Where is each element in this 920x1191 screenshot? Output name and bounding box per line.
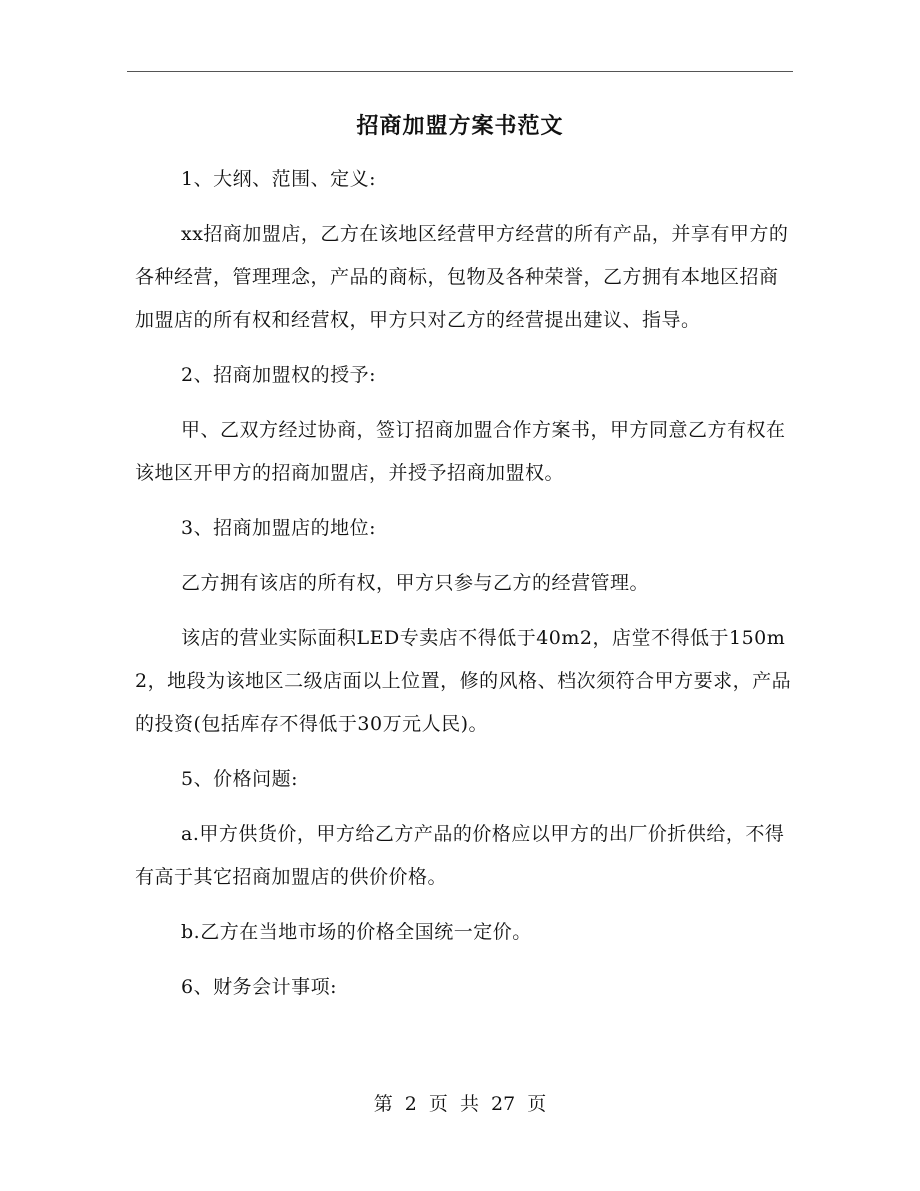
section-heading-3: 3、招商加盟店的地位: — [181, 517, 376, 539]
paragraph-price-b: b.乙方在当地市场的价格全国统一定价。 — [181, 921, 532, 943]
paragraph-definition: xx招商加盟店，乙方在该地区经营甲方经营的所有产品，并享有甲方的各种经营，管理理念，产品的商标，包物及各种荣誉，乙方拥有本地区招商加盟店的所有权和经营权，甲方只对乙方的经营提出建议、指导。 — [135, 223, 789, 331]
section-heading-1: 1、大纲、范围、定义: — [181, 168, 376, 190]
page-number-footer: 第 2 页 共 27 页 — [373, 1093, 547, 1115]
paragraph-grant: 甲、乙双方经过协商，签订招商加盟合作方案书，甲方同意乙方有权在该地区开甲方的招商加盟店，并授予招商加盟权。 — [135, 419, 786, 484]
paragraph-ownership: 乙方拥有该店的所有权，甲方只参与乙方的经营管理。 — [181, 572, 650, 594]
document-body — [135, 158, 795, 1009]
paragraph-price-a: a.甲方供货价，甲方给乙方产品的价格应以甲方的出厂价折供给，不得有高于其它招商加盟店的供价价格。 — [135, 823, 785, 888]
document-title: 招商加盟方案书范文 — [356, 113, 564, 139]
header-rule — [127, 71, 793, 72]
section-heading-2: 2、招商加盟权的授予: — [181, 364, 376, 386]
paragraph-store-area: 该店的营业实际面积LED专卖店不得低于40m2，店堂不得低于150m2，地段为该地区二级店面以上位置，修的风格、档次须符合甲方要求，产品的投资(包括库存不得低于30万元人民)。 — [135, 627, 792, 735]
section-heading-6: 6、财务会计事项: — [181, 976, 337, 998]
section-heading-5: 5、价格问题: — [181, 768, 298, 790]
